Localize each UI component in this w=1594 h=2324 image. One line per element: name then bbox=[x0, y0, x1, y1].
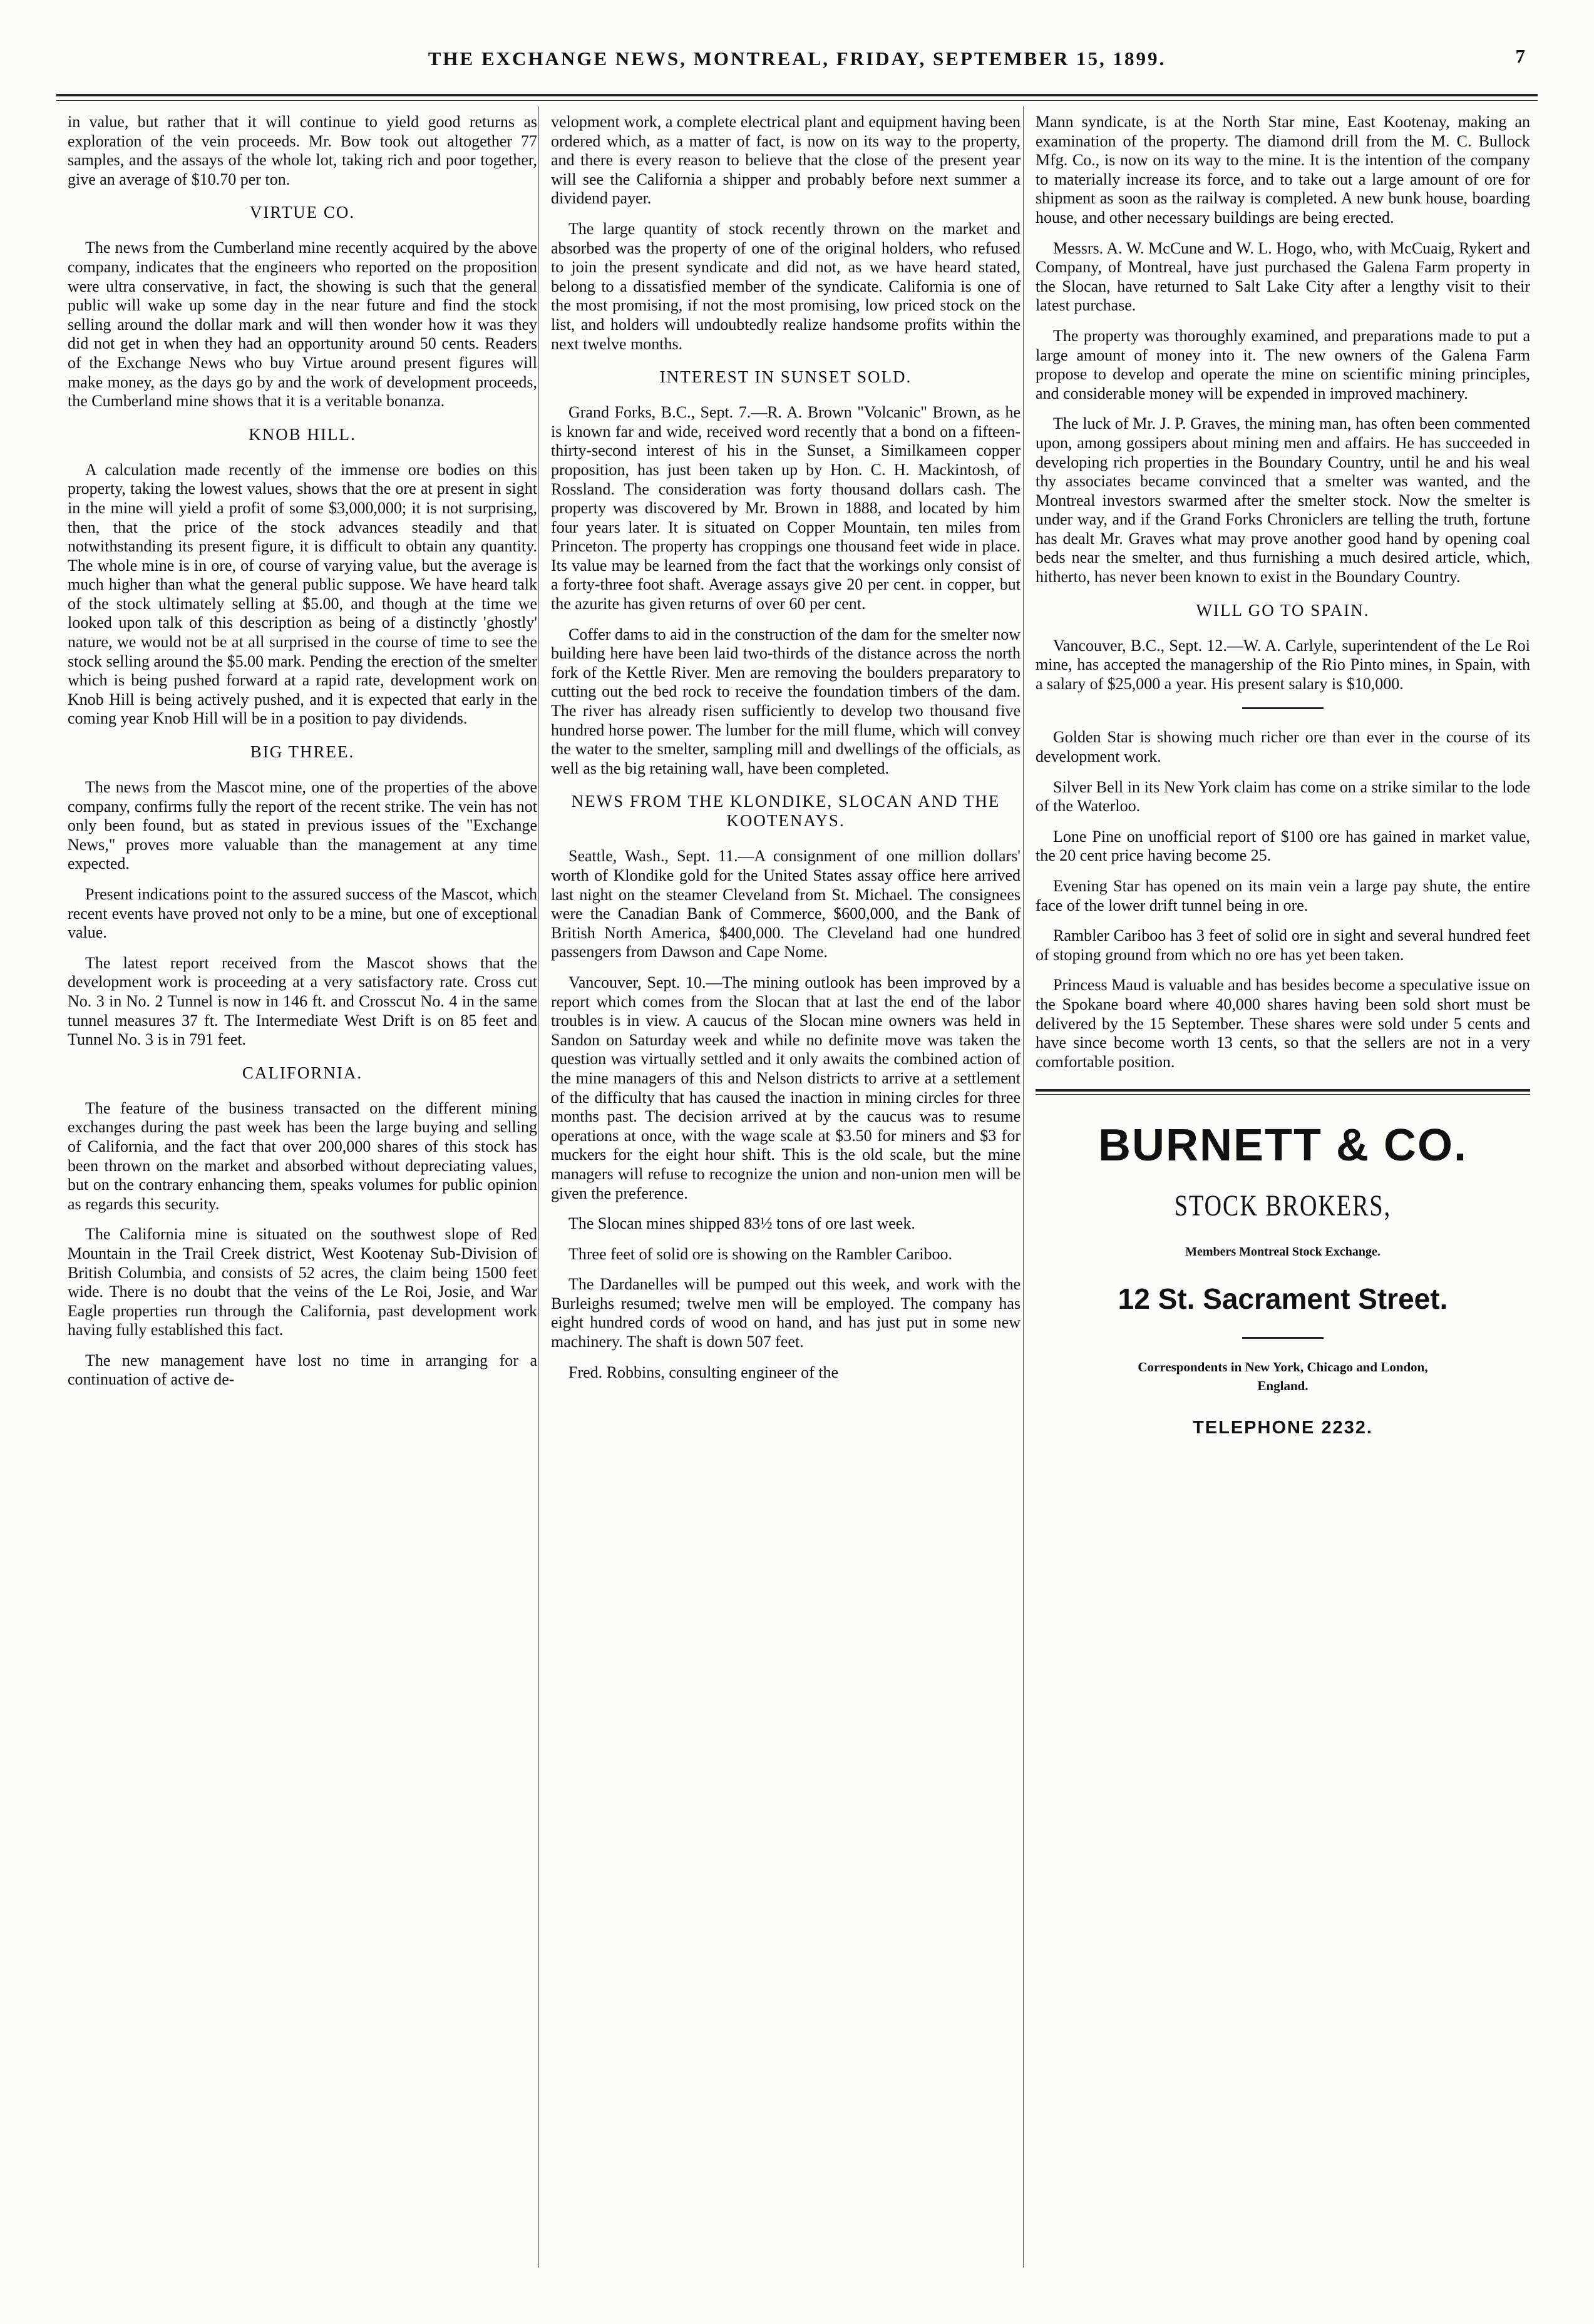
headline-big-three: BIG THREE. bbox=[250, 742, 355, 762]
ad-telephone: TELEPHONE 2232. bbox=[1193, 1418, 1373, 1438]
paragraph: Grand Forks, B.C., Sept. 7.—R. A. Brown "Volcanic" Brown, as he is known far and wide, received word recently that a bond on a fifteen-thirty-second interest of his in the Sunset, a Similkameen copper proposition, has just been taken up by Hon. C. H. Mackintosh, of Rossland. The consideration was forty thousand dollars cash. The property was discovered by Mr. Brown in 1888, and located by him four years later. It is situated on Copper Mountain, ten miles from Princeton. The property has croppings one thousand feet wide in place. Its value may be learned from the fact that the workings only consist of a forty-three foot shaft. Average assays give 20 per cent. in copper, but the azurite has given returns of over 60 per cent. bbox=[551, 403, 1021, 613]
paragraph: Coffer dams to aid in the construction of the dam for the smelter now building here have been laid two-thirds of the distance across the north fork of the Kettle River. Men are removing the boulders preparatory to cutting out the bed rock to receive the foundation timbers of the dam. The river has already risen sufficiently to develop two thousand five hundred horse power. The lumber for the mill flume, which will convey the water to the smelter, sampling mill and dwellings of the officials, as well as the big retaining wall, have been completed. bbox=[551, 625, 1021, 777]
page-number: 7 bbox=[1515, 45, 1525, 67]
column-2 bbox=[551, 113, 1021, 1393]
paragraph: Seattle, Wash., Sept. 11.—A consignment of one million dollars' worth of Klondike gold for the United States assay office here arrived last night on the steamer Cleveland from St. Michael. The consignees were the Canadian Bank of Commerce, $600,000, and the Bank of British North America, $400,000. The Cleveland had one hundred passengers from Dawson and Cape Nome. bbox=[551, 847, 1021, 961]
paragraph: velopment work, a complete electrical plant and equipment having been ordered which, as a matter of fact, is now on its way to the property, and there is every reason to believe that the close of the present year will see the California a shipper and probably before next summer a dividend payer. bbox=[551, 113, 1021, 208]
paragraph: Present indications point to the assured success of the Mascot, which recent events have proved not only to be a mine, but one of exceptional value. bbox=[68, 885, 537, 942]
column-3 bbox=[1036, 113, 1530, 1438]
paragraph: The new management have lost no time in arranging for a continuation of active de- bbox=[68, 1351, 537, 1389]
news-note: Lone Pine on unofficial report of $100 ore has gained in market value, the 20 cent price having become 25. bbox=[1036, 827, 1530, 865]
ad-correspondents bbox=[1036, 1358, 1530, 1395]
paragraph: The large quantity of stock recently thrown on the market and absorbed was the property of one of the original holders, who refused to join the present syndicate and did not, as we have heard stated, belong to a dissatisfied member of the syndicate. California is one of the most promising, if not the most promising, low priced stock on the list, and holders will undoubtedly realize handsome profits within the next twelve months. bbox=[551, 219, 1021, 353]
headline-california: CALIFORNIA. bbox=[242, 1063, 363, 1082]
headline-sunset: INTEREST IN SUNSET SOLD. bbox=[659, 367, 912, 387]
paragraph: The Slocan mines shipped 83½ tons of ore last week. bbox=[568, 1214, 915, 1233]
paragraph: The luck of Mr. J. P. Graves, the mining man, has often been commented upon, among gossipers about mining men and affairs. He has succeeded in developing rich properties in the Boundary Country, until he and his weal thy associates became convinced that a smelter was wanted, and the Montreal investors swarmed after the smelter stock. Now the smelter is under way, and if the Grand Forks Chroniclers are telling the truth, fortune has dealt Mr. Graves what may prove another good hand by opening coal beds near the smelter, and thus furnishing a much desired article, which, hitherto, has never been known to exist in the Boundary Country. bbox=[1036, 414, 1530, 586]
headline-spain: WILL GO TO SPAIN. bbox=[1196, 600, 1370, 620]
paragraph: The feature of the business transacted on the different mining exchanges during the past week has been the large buying and selling of California, and the fact that over 200,000 shares of this stock has been thrown on the market and absorbed without depreciating values, but on the contrary enhancing them, speaks volumes for public opinion as regards this security. bbox=[68, 1098, 537, 1213]
paragraph: Fred. Robbins, consulting engineer of the bbox=[568, 1363, 839, 1381]
paragraph: A calculation made recently of the immense ore bodies on this property, taking the lowest values, shows that the ore at present in sight in the mine will yield a profit of some $3,000,000; it is not surprising, then, that the price of the stock advances steadily and that notwithstanding its present figure, it is difficult to obtain any quantity. The whole mine is in ore, of course of varying value, but the average is much higher than what the general public suppose. We have heard talk of the stock ultimately selling at $5.00, and though at the time we looked upon talk of this description as being of a distinctly 'ghostly' nature, we would not be at all surprised in the course of time to see the stock selling around the $5.00 mark. Pending the erection of the smelter which is being pushed forward at a rapid rate, development work on Knob Hill is being actively pushed, and it is expected that early in the coming year Knob Hill will be in a position to pay dividends. bbox=[68, 460, 537, 728]
ad-company-name: BURNETT & CO. bbox=[1098, 1120, 1468, 1171]
paragraph: Vancouver, Sept. 10.—The mining outlook has been improved by a report which comes from the Slocan that at last the end of the labor troubles is in view. A caucus of the Slocan mine owners was held in Sandon on Saturday week and while no definite move was taken the question was virtually settled and it only awaits the combined action of the mine managers of this and Nelson districts to arrive at a settlement of the difficulty that has caused the inaction in mining circles for three months past. The decision arrived at by the caucus was to resume operations at once, with the wage scale at $3.50 for miners and $3 for muckers for the eight hour shift. This is the old scale, but the mine managers will refuse to recognize the union and non-union men will be given the preference. bbox=[551, 973, 1021, 1202]
news-note: Rambler Cariboo has 3 feet of solid ore in sight and several hundred feet of stoping ground from which no ore has yet been taken. bbox=[1036, 926, 1530, 964]
ad-correspondents-line: England. bbox=[1257, 1378, 1309, 1394]
news-note: Princess Maud is valuable and has besides become a speculative issue on the Spokane board where 40,000 shares having been sold short must be delivered by the 15 September. These shares were sold under 5 cents and have since become worth 13 cents, so that the sellers are not in a very comfortable position. bbox=[1036, 976, 1530, 1071]
news-note: Silver Bell in its New York claim has come on a strike similar to the lode of the Waterloo. bbox=[1036, 777, 1530, 816]
news-note: Golden Star is showing much richer ore than ever in the course of its development work. bbox=[1036, 728, 1530, 766]
section-rule bbox=[1242, 707, 1324, 709]
paragraph: Vancouver, B.C., Sept. 12.—W. A. Carlyle, superintendent of the Le Roi mine, has accepted the managership of the Rio Pinto mines, in Spain, with a salary of $25,000 a year. His present salary is $10,000. bbox=[1036, 636, 1530, 693]
paragraph: Three feet of solid ore is showing on the Rambler Cariboo. bbox=[568, 1244, 953, 1263]
paragraph: The California mine is situated on the southwest slope of Red Mountain in the Trail Creek district, West Kootenay Sub-Division of British Columbia, and consists of 52 acres, the claim being 1500 feet wide. There is no doubt that the veins of the Le Roi, Josie, and War Eagle properties run through the California, past development work having fully established this fact. bbox=[68, 1225, 537, 1339]
header-rule bbox=[56, 94, 1538, 101]
masthead bbox=[56, 39, 1538, 76]
ad-rule-short bbox=[1242, 1337, 1324, 1339]
paragraph: Mann syndicate, is at the North Star mine, East Kootenay, making an examination of the property. The diamond drill from the M. C. Bullock Mfg. Co., is now on its way to the mine. It is the intention of the company to materially increase its force, and to take out a large amount of ore for shipment as soon as the railway is completed. A new bunk house, boarding house, and other necessary buildings are being erected. bbox=[1036, 113, 1530, 227]
headline-knob-hill: KNOB HILL. bbox=[249, 424, 356, 444]
column-1 bbox=[68, 113, 537, 1401]
news-note: Evening Star has opened on its main vein a large pay shute, the entire face of the lower drift tunnel being in ore. bbox=[1036, 877, 1530, 914]
newspaper-header: THE EXCHANGE NEWS, MONTREAL, FRIDAY, SEPTEMBER 15, 1899. bbox=[428, 48, 1166, 69]
paragraph: The news from the Cumberland mine recently acquired by the above company, indicates that the engineers who reported on the proposition were ultra conservative, in fact, the showing is such that the general public will wake up some day in the near future and find the stock selling around the dollar mark and will then wonder how it was they did not get in when they had an opportunity around 50 cents. Readers of the Exchange News who buy Virtue around present figures will make money, as the days go by and the work of development proceeds, the Cumberland mine shows that it is a veritable bonanza. bbox=[68, 238, 537, 411]
headline-virtue: VIRTUE CO. bbox=[249, 203, 356, 222]
column-divider bbox=[538, 106, 539, 2268]
paragraph: Messrs. A. W. McCune and W. L. Hogo, who, with McCuaig, Rykert and Company, of Montreal, have just purchased the Galena Farm property in the Slocan, have returned to Salt Lake City after a lengthy visit to their latest purchase. bbox=[1036, 238, 1530, 315]
headline-klondike: NEWS FROM THE KLONDIKE, SLOCAN AND THE KOOTENAYS. bbox=[571, 792, 1000, 831]
paragraph: The Dardanelles will be pumped out this week, and work with the Burleighs resumed; twelve men will be employed. The company has eight hundred cords of wood on hand, and has just put in some new machinery. The shaft is down 507 feet. bbox=[551, 1275, 1021, 1351]
ad-rule bbox=[1036, 1089, 1530, 1095]
burnett-advertisement bbox=[1036, 1120, 1530, 1438]
ad-correspondents-line: Correspondents in New York, Chicago and London, bbox=[1138, 1359, 1428, 1375]
paragraph: The property was thoroughly examined, and preparations made to put a large amount of money into it. The new owners of the Galena Farm propose to develop and operate the mine on scientific mining principles, and considerable money will be expended in improved machinery. bbox=[1036, 326, 1530, 402]
ad-address: 12 St. Sacrament Street. bbox=[1118, 1282, 1448, 1316]
ad-members: Members Montreal Stock Exchange. bbox=[1185, 1245, 1381, 1259]
paragraph: in value, but rather that it will continue to yield good returns as exploration of the vein proceeds. Mr. Bow took out altogether 77 samples, and the assays of the whole lot, taking rich and poor together, give an average of $10.70 per ton. bbox=[68, 113, 537, 188]
paragraph: The latest report received from the Mascot shows that the development work is proceeding at a very satisfactory rate. Cross cut No. 3 in No. 2 Tunnel is now in 146 ft. and Crosscut No. 4 in the same tunnel measures 37 ft. The Intermediate West Drift is on 85 feet and Tunnel No. 3 is in 791 feet. bbox=[68, 953, 537, 1049]
column-divider bbox=[1023, 106, 1024, 2268]
paragraph: The news from the Mascot mine, one of the properties of the above company, confirms fully the report of the recent strike. The vein has not only been found, but as stated in previous issues of the "Exchange News," proves more valuable than the management at any time expected. bbox=[68, 778, 537, 873]
ad-subtitle: STOCK BROKERS, bbox=[1174, 1190, 1392, 1223]
